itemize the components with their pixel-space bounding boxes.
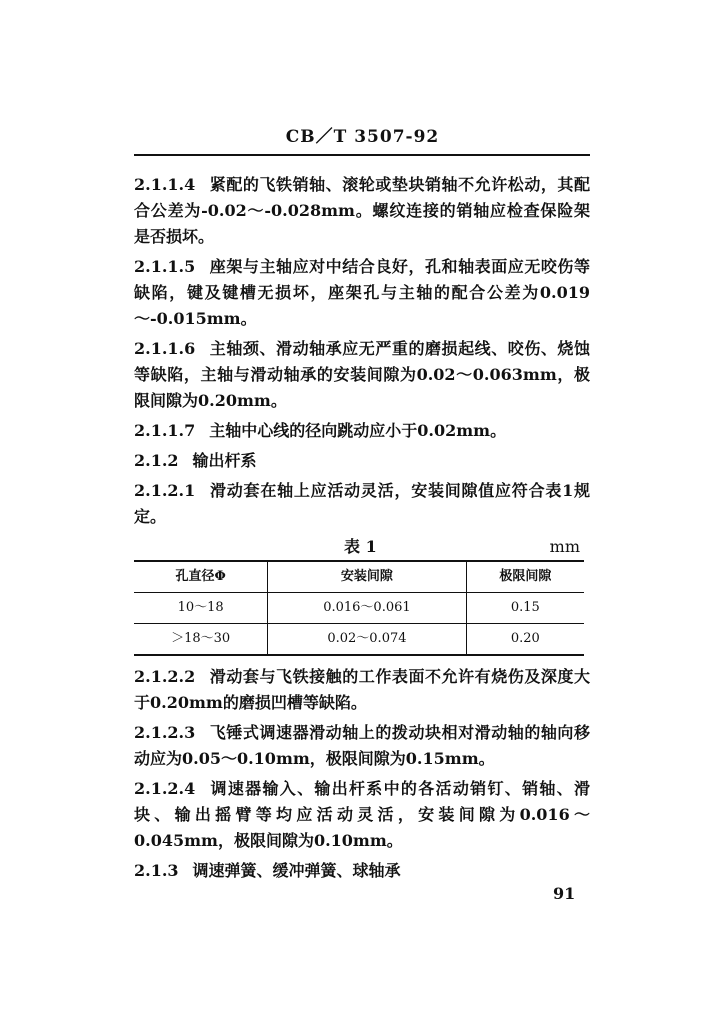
clause-number: 2.1.1.6 xyxy=(134,339,196,358)
table-header-cell: 孔直径Φ xyxy=(134,561,268,593)
clause-number: 2.1.3 xyxy=(134,861,179,880)
table-caption: 表 1 xyxy=(344,537,377,556)
table-cell: ＞18～30 xyxy=(134,624,268,656)
clause-paragraph xyxy=(134,418,590,444)
clause-text: 滑动套与飞铁接触的工作表面不允许有烧伤及深度大于0.20mm的磨损凹槽等缺陷。 xyxy=(134,667,590,712)
table-cell: 0.15 xyxy=(466,593,584,624)
table-cell: 10～18 xyxy=(134,593,268,624)
section-heading xyxy=(134,448,590,474)
clause-text: 主轴中心线的径向跳动应小于0.02mm。 xyxy=(209,421,507,440)
clause-paragraph xyxy=(134,720,590,772)
table-cell: 0.20 xyxy=(466,624,584,656)
table-caption-row xyxy=(134,534,590,560)
table-cell: 0.016～0.061 xyxy=(268,593,466,624)
table-row xyxy=(134,624,584,656)
clause-number: 2.1.2.2 xyxy=(134,667,196,686)
clause-number: 2.1.1.4 xyxy=(134,175,196,194)
clause-text: 主轴颈、滑动轴承应无严重的磨损起线、咬伤、烧蚀等缺陷，主轴与滑动轴承的安装间隙为0.02～0.063mm，极限间隙为0.20mm。 xyxy=(134,339,590,410)
clause-text: 飞锤式调速器滑动轴上的拨动块相对滑动轴的轴向移动应为0.05～0.10mm，极限间隙为0.15mm。 xyxy=(134,723,590,768)
table-row xyxy=(134,593,584,624)
clause-text: 输出杆系 xyxy=(192,451,257,470)
page-number: 91 xyxy=(553,884,576,903)
clause-text: 调速弹簧、缓冲弹簧、球轴承 xyxy=(192,861,401,880)
body-text xyxy=(134,172,590,888)
clause-paragraph xyxy=(134,172,590,250)
clause-number: 2.1.2 xyxy=(134,451,179,470)
clearance-table xyxy=(134,560,584,656)
clause-number: 2.1.2.4 xyxy=(134,779,196,798)
clause-text: 滑动套在轴上应活动灵活，安装间隙值应符合表1规定。 xyxy=(134,481,590,526)
clause-paragraph xyxy=(134,478,590,530)
header-rule xyxy=(134,154,590,156)
table-header-cell: 安装间隙 xyxy=(268,561,466,593)
table-header-cell: 极限间隙 xyxy=(466,561,584,593)
clause-text: 调速器输入、输出杆系中的各活动销钉、销轴、滑块、输出摇臂等均应活动灵活，安装间隙为0.016～0.045mm，极限间隙为0.10mm。 xyxy=(134,779,590,850)
clause-text: 座架与主轴应对中结合良好，孔和轴表面应无咬伤等缺陷，键及键槽无损坏，座架孔与主轴的配合公差为0.019～-0.015mm。 xyxy=(134,257,590,328)
table-unit: mm xyxy=(549,537,580,556)
table-cell: 0.02～0.074 xyxy=(268,624,466,656)
table-header-row xyxy=(134,561,584,593)
section-heading xyxy=(134,858,590,884)
clause-paragraph xyxy=(134,336,590,414)
clause-paragraph xyxy=(134,776,590,854)
standard-header: CB／T 3507-92 xyxy=(285,127,440,147)
clause-paragraph xyxy=(134,664,590,716)
clause-number: 2.1.1.5 xyxy=(134,257,196,276)
clause-number: 2.1.2.1 xyxy=(134,481,196,500)
clause-number: 2.1.2.3 xyxy=(134,723,196,742)
clause-text: 紧配的飞铁销轴、滚轮或垫块销轴不允许松动，其配合公差为-0.02～-0.028mm。螺纹连接的销轴应检查保险架是否损坏。 xyxy=(134,175,590,246)
clause-paragraph xyxy=(134,254,590,332)
clause-number: 2.1.1.7 xyxy=(134,421,196,440)
